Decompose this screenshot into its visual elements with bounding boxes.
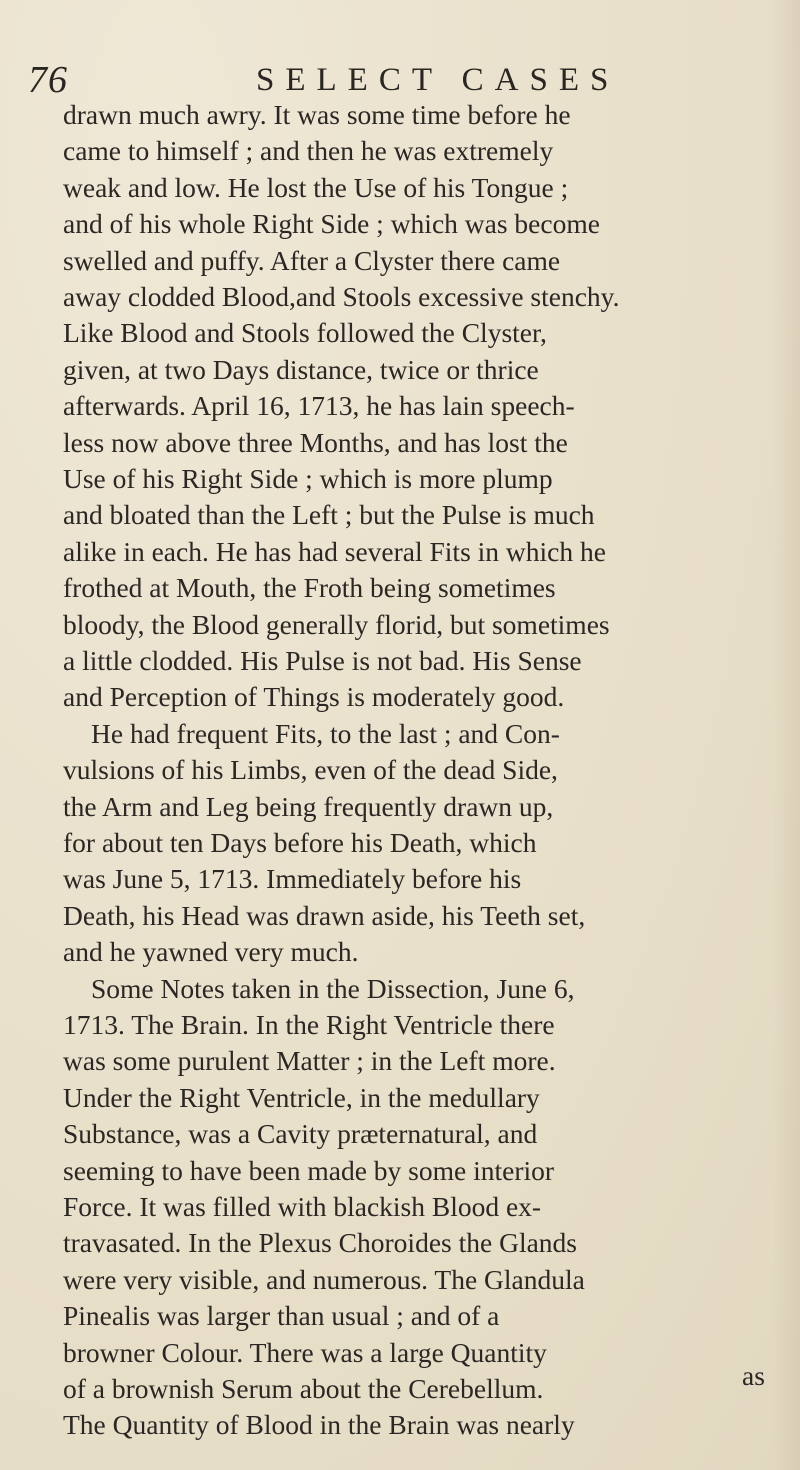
text-line bbox=[63, 459, 783, 499]
text-line-content: were very visible, and numerous. The Glandula bbox=[63, 1263, 585, 1295]
text-line bbox=[63, 1333, 783, 1373]
text-line bbox=[63, 605, 783, 645]
text-line-content: less now above three Months, and has lost the bbox=[63, 426, 568, 458]
text-line bbox=[63, 750, 783, 790]
text-line-content: vulsions of his Limbs, even of the dead Side, bbox=[63, 754, 558, 786]
text-line bbox=[63, 1078, 783, 1118]
text-line bbox=[63, 313, 783, 353]
text-line-content: was some purulent Matter ; in the Left more. bbox=[63, 1045, 556, 1077]
text-line-content: Force. It was filled with blackish Blood ex- bbox=[63, 1191, 542, 1222]
text-line bbox=[63, 896, 783, 936]
text-line-content: and Perception of Things is moderately good. bbox=[63, 681, 565, 713]
text-line bbox=[63, 1296, 783, 1336]
text-line bbox=[63, 1151, 783, 1191]
text-line-content: and he yawned very much. bbox=[63, 936, 359, 968]
text-line bbox=[63, 241, 783, 281]
text-line-content: drawn much awry. It was some time before he bbox=[63, 99, 571, 130]
text-line-content: The Quantity of Blood in the Brain was nearly bbox=[63, 1409, 575, 1441]
text-line-content: came to himself ; and then he was extremely bbox=[63, 135, 554, 167]
text-line-content: alike in each. He has had several Fits in which he bbox=[63, 535, 606, 567]
text-line bbox=[63, 495, 783, 535]
text-line bbox=[91, 714, 783, 754]
text-line bbox=[63, 386, 783, 426]
text-line-content: Some Notes taken in the Dissection, June 6, bbox=[91, 972, 575, 1004]
text-line-content: Substance, was a Cavity præternatural, and bbox=[63, 1118, 538, 1150]
text-line-content: Under the Right Ventricle, in the medullary bbox=[63, 1081, 540, 1113]
text-line-content: for about ten Days before his Death, which bbox=[63, 827, 537, 858]
text-line bbox=[63, 1405, 783, 1445]
text-line bbox=[63, 823, 783, 863]
text-line-content: bloody, the Blood generally florid, but sometimes bbox=[63, 608, 610, 640]
text-line bbox=[63, 1187, 783, 1227]
text-line-content: seeming to have been made by some interior bbox=[63, 1154, 555, 1186]
text-line-content: Use of his Right Side ; which is more plump bbox=[63, 463, 553, 494]
text-line bbox=[63, 787, 783, 827]
text-line bbox=[91, 969, 783, 1009]
text-line bbox=[63, 859, 783, 899]
text-line bbox=[63, 1223, 783, 1263]
page-number: 76 bbox=[28, 59, 68, 101]
running-head: SELECT CASES bbox=[256, 62, 620, 98]
text-line-content: He had frequent Fits, to the last ; and Con- bbox=[91, 717, 560, 749]
text-line bbox=[63, 568, 783, 608]
text-line-content: Death, his Head was drawn aside, his Teeth set, bbox=[63, 899, 586, 931]
text-line-content: the Arm and Leg being frequently drawn up, bbox=[63, 790, 554, 822]
text-line-content: Like Blood and Stools followed the Clyster, bbox=[63, 317, 547, 349]
text-line bbox=[63, 1114, 783, 1154]
text-line bbox=[63, 277, 783, 317]
text-line bbox=[63, 677, 783, 717]
text-line bbox=[63, 932, 783, 972]
text-line bbox=[63, 1260, 783, 1300]
text-line-content: and bloated than the Left ; but the Pulse is much bbox=[63, 499, 595, 531]
text-line-content: of a brownish Serum about the Cerebellum. bbox=[63, 1373, 544, 1404]
text-line-content: Pinealis was larger than usual ; and of a bbox=[63, 1300, 500, 1332]
text-line bbox=[63, 1369, 783, 1409]
text-line-content: given, at two Days distance, twice or thrice bbox=[63, 353, 539, 385]
text-line bbox=[63, 1005, 783, 1045]
text-line-content: was June 5, 1713. Immediately before his bbox=[63, 863, 522, 895]
text-line bbox=[63, 641, 783, 681]
text-line-content: away clodded Blood,and Stools excessive stenchy. bbox=[63, 281, 620, 312]
text-line-content: browner Colour. There was a large Quantity bbox=[63, 1336, 547, 1368]
text-line bbox=[63, 423, 783, 463]
text-line bbox=[63, 204, 783, 244]
text-line bbox=[63, 1041, 783, 1081]
text-line bbox=[63, 350, 783, 390]
text-line-content: and of his whole Right Side ; which was become bbox=[63, 208, 600, 240]
text-line-content: 1713. The Brain. In the Right Ventricle there bbox=[63, 1009, 555, 1040]
text-line bbox=[63, 532, 783, 572]
text-line-content: a little clodded. His Pulse is not bad. His Sense bbox=[63, 645, 582, 676]
text-line-content: frothed at Mouth, the Froth being sometimes bbox=[63, 572, 556, 604]
text-line-content: swelled and puffy. After a Clyster there came bbox=[63, 244, 561, 276]
catchword: as bbox=[742, 1360, 765, 1391]
text-line bbox=[63, 131, 783, 171]
text-line-content: weak and low. He lost the Use of his Tongue ; bbox=[63, 171, 569, 203]
text-line bbox=[63, 168, 783, 208]
text-line-content: travasated. In the Plexus Choroides the Glands bbox=[63, 1227, 577, 1259]
text-line-content: afterwards. April 16, 1713, he has lain speech- bbox=[63, 390, 575, 422]
text-line bbox=[63, 95, 783, 135]
